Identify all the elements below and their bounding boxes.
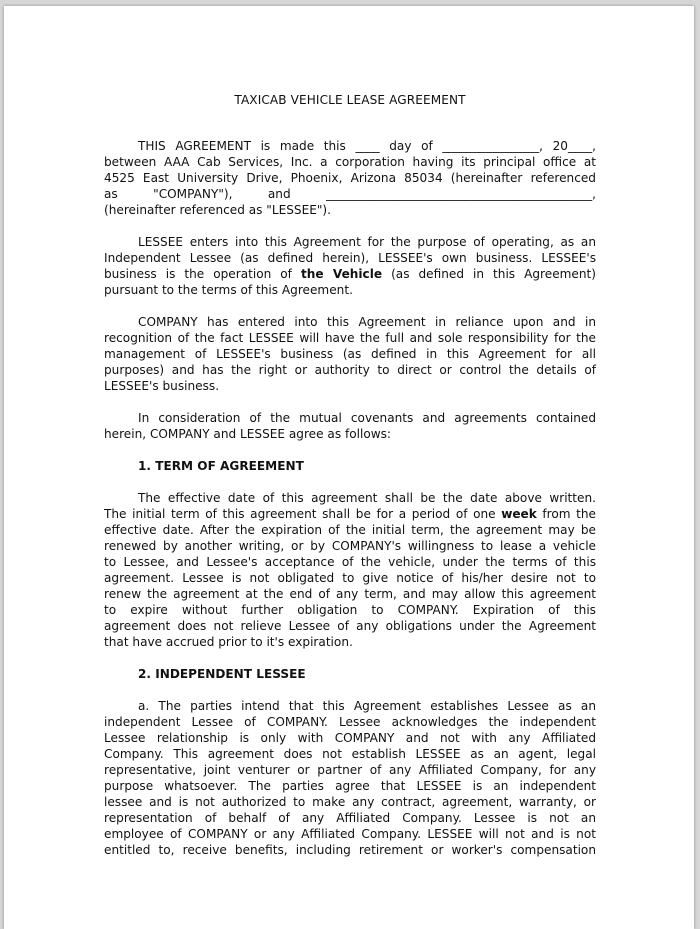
- bold-term: week: [501, 507, 537, 521]
- text-line: independent Lessee of COMPANY. Lessee acknowledges the independent: [104, 715, 596, 729]
- text-line: In consideration of the mutual covenants and agreements contained: [138, 411, 596, 425]
- text-line: COMPANY has entered into this Agreement in reliance upon and in: [138, 315, 596, 329]
- text-line: effective date. After the expiration of the initial term, the agreement may be: [104, 523, 596, 537]
- intro-paragraph: [104, 138, 596, 218]
- text-line: [104, 266, 596, 282]
- document-body: [104, 92, 596, 858]
- text-line: 4525 East University Drive, Phoenix, Arizona 85034 (hereinafter referenced: [104, 171, 596, 185]
- text-line: as "COMPANY"), and ____________________________________________,: [104, 187, 596, 201]
- bold-term: the Vehicle: [300, 267, 383, 281]
- text-line: representation of behalf of any Affiliated Company. Lessee is not an: [104, 811, 596, 825]
- text-line: recognition of the fact LESSEE will have the full and sole responsibility for the: [104, 331, 596, 345]
- text-line: (hereinafter referenced as "LESSEE").: [104, 203, 331, 217]
- text-fragment: The initial term of this agreement shall be for a period of one: [104, 507, 502, 521]
- text-line: between AAA Cab Services, Inc. a corporation having its principal office at: [104, 155, 596, 169]
- text-line: The effective date of this agreement shall be the date above written.: [138, 491, 596, 505]
- text-line: pursuant to the terms of this Agreement.: [104, 283, 353, 297]
- text-line: purposes) and has the right or authority to direct or control the details of: [104, 363, 596, 377]
- text-line: lessee and is not authorized to make any contract, agreement, warranty, or: [104, 795, 596, 809]
- text-line: entitled to, receive benefits, including retirement or worker's compensation: [104, 843, 596, 857]
- text-fragment: business is the operation of: [104, 267, 301, 281]
- text-line: representative, joint venturer or partner of any Affiliated Company, for any: [104, 763, 596, 777]
- text-line: renew the agreement at the end of any term, and may allow this agreement: [104, 587, 596, 601]
- text-line: renewed by another writing, or by COMPANY's willingness to lease a vehicle: [104, 539, 596, 553]
- lessee-paragraph: [104, 234, 596, 298]
- section-heading-independent-lessee: 2. INDEPENDENT LESSEE: [138, 667, 306, 681]
- text-line: agreement does not relieve Lessee of any obligations under the Agreement: [104, 619, 596, 633]
- document-page: [4, 6, 694, 929]
- text-line: herein, COMPANY and LESSEE agree as follows:: [104, 427, 392, 441]
- text-line: Lessee relationship is only with COMPANY and not with any Affiliated: [104, 731, 596, 745]
- consideration-paragraph: [104, 410, 596, 442]
- text-line: LESSEE enters into this Agreement for the purpose of operating, as an: [138, 235, 596, 249]
- text-line: a. The parties intend that this Agreement establishes Lessee as an: [138, 699, 596, 713]
- text-line: to Lessee, and Lessee's acceptance of the vehicle, under the terms of this: [104, 555, 596, 569]
- text-line: employee of COMPANY or any Affiliated Company. LESSEE will not and is not: [104, 827, 596, 841]
- text-fragment: (as defined in this Agreement): [382, 267, 596, 281]
- text-line: purpose whatsoever. The parties agree that LESSEE is an independent: [104, 779, 596, 793]
- text-line: Independent Lessee (as defined herein), LESSEE's own business. LESSEE's: [104, 251, 596, 265]
- section-heading-term: 1. TERM OF AGREEMENT: [138, 459, 304, 473]
- document-title: TAXICAB VEHICLE LEASE AGREEMENT: [234, 93, 466, 107]
- text-line: agreement. Lessee is not obligated to give notice of his/her desire not to: [104, 571, 596, 585]
- text-line: that have accrued prior to it's expiration.: [104, 635, 353, 649]
- independent-lessee-paragraph: [104, 698, 596, 858]
- text-line: Company. This agreement does not establish LESSEE as an agent, legal: [104, 747, 596, 761]
- text-line: to expire without further obligation to COMPANY. Expiration of this: [104, 603, 596, 617]
- text-line: [104, 506, 596, 522]
- company-paragraph: [104, 314, 596, 394]
- term-paragraph: [104, 490, 596, 650]
- text-fragment: from the: [536, 507, 596, 521]
- text-line: LESSEE's business.: [104, 379, 220, 393]
- text-line: THIS AGREEMENT is made this ____ day of ________________, 20____,: [138, 139, 596, 153]
- text-line: management of LESSEE's business (as defined in this Agreement for all: [104, 347, 596, 361]
